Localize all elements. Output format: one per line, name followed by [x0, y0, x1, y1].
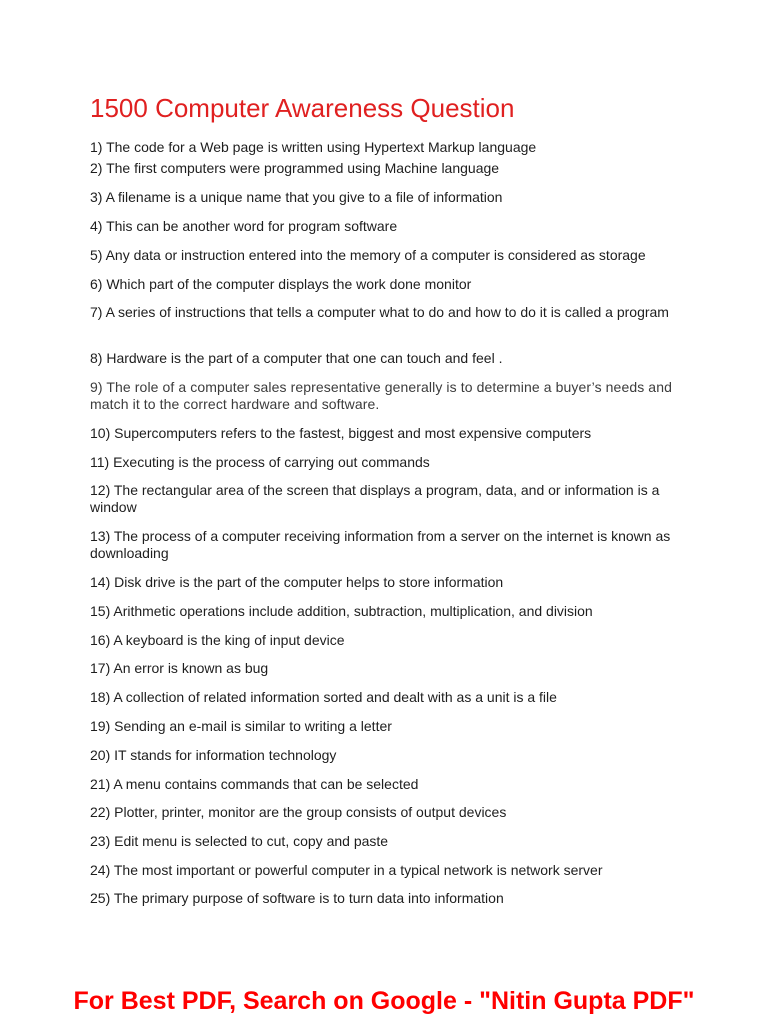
question-item: 11) Executing is the process of carrying out commands	[90, 454, 430, 470]
question-item: 1) The code for a Web page is written using Hypertext Markup language	[90, 139, 537, 155]
question-item: 25) The primary purpose of software is to turn data into information	[90, 890, 504, 906]
question-item: 3) A filename is a unique name that you give to a file of information	[90, 189, 503, 205]
question-item: 8) Hardware is the part of a computer that one can touch and feel .	[90, 350, 503, 366]
question-item: 24) The most important or powerful computer in a typical network is network server	[90, 862, 603, 878]
question-item: 12) The rectangular area of the screen that displays a program, data, and or information is a window	[90, 482, 660, 515]
question-item: 18) A collection of related information sorted and dealt with as a unit is a file	[90, 689, 557, 705]
question-item: 4) This can be another word for program software	[90, 218, 398, 234]
question-item: 7) A series of instructions that tells a computer what to do and how to do it is called a program	[90, 304, 669, 320]
question-item: 14) Disk drive is the part of the computer helps to store information	[90, 574, 504, 590]
page-title: 1500 Computer Awareness Question	[90, 93, 515, 123]
question-item: 9) The role of a computer sales representative generally is to determine a buyer’s needs and match it to the correct hardware and software.	[90, 379, 672, 412]
question-item: 13) The process of a computer receiving information from a server on the internet is known as downloading	[90, 528, 671, 561]
question-item: 20) IT stands for information technology	[90, 747, 337, 763]
question-item: 23) Edit menu is selected to cut, copy and paste	[90, 833, 389, 849]
question-item: 16) A keyboard is the king of input device	[90, 632, 345, 648]
question-item: 2) The first computers were programmed using Machine language	[90, 160, 500, 176]
question-item: 21) A menu contains commands that can be selected	[90, 776, 419, 792]
question-item: 15) Arithmetic operations include addition, subtraction, multiplication, and division	[90, 603, 593, 619]
footer-banner: For Best PDF, Search on Google - "Nitin Gupta PDF"	[73, 987, 695, 1015]
question-item: 6) Which part of the computer displays the work done monitor	[90, 276, 472, 292]
question-item: 17) An error is known as bug	[90, 660, 269, 676]
question-item: 10) Supercomputers refers to the fastest, biggest and most expensive computers	[90, 425, 592, 441]
question-item: 5) Any data or instruction entered into the memory of a computer is considered as storage	[90, 247, 646, 263]
question-item: 22) Plotter, printer, monitor are the group consists of output devices	[90, 804, 507, 820]
question-item: 19) Sending an e-mail is similar to writing a letter	[90, 718, 392, 734]
